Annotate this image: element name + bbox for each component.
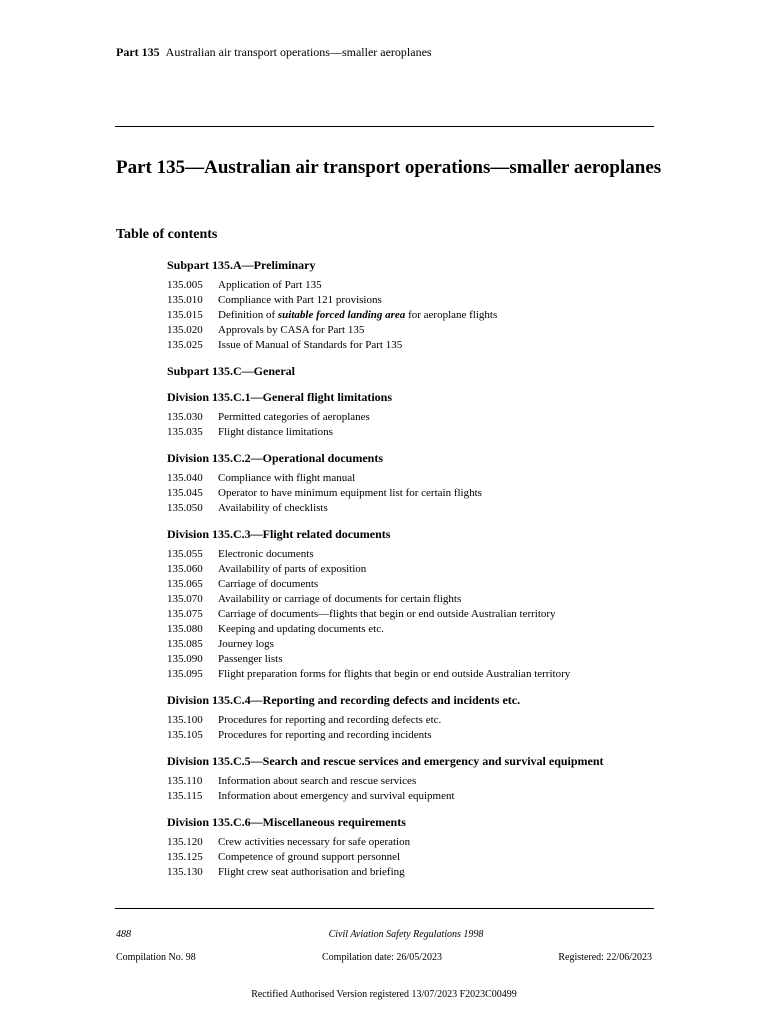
toc-group-title: Division 135.C.1—General flight limitations	[167, 390, 392, 404]
toc-entry[interactable]	[167, 278, 667, 293]
toc-entry-text: Compliance with flight manual	[218, 472, 356, 484]
toc-entry-text: Application of Part 135	[218, 279, 322, 291]
toc-entry-number: 135.025	[167, 339, 203, 351]
toc-entry-text: Flight distance limitations	[218, 426, 333, 438]
toc-entry[interactable]	[167, 293, 667, 308]
running-header	[116, 45, 432, 60]
toc-entry-text: Flight crew seat authorisation and briefing	[218, 866, 405, 878]
toc-entry[interactable]	[167, 652, 667, 667]
toc-group-title: Division 135.C.5—Search and rescue services and emergency and survival equipment	[167, 754, 604, 768]
toc-entry-number: 135.090	[167, 653, 203, 665]
toc-entry-number: 135.005	[167, 279, 203, 291]
toc-group	[167, 364, 667, 379]
toc-entry[interactable]	[167, 486, 667, 501]
toc-entry-text: Competence of ground support personnel	[218, 851, 401, 863]
toc-entry-text-post: for aeroplane flights	[405, 309, 498, 321]
toc-entry[interactable]	[167, 425, 667, 440]
toc-entry-number: 135.115	[167, 790, 203, 802]
toc-entry-text: Keeping and updating documents etc.	[218, 623, 384, 635]
toc-entry-text: Information about emergency and survival equipment	[218, 790, 455, 802]
toc-entry-text: Carriage of documents—flights that begin or end outside Australian territory	[218, 608, 556, 620]
toc-entry-number: 135.080	[167, 623, 203, 635]
toc-entry-number: 135.105	[167, 729, 203, 741]
toc-entry[interactable]	[167, 789, 667, 804]
footer-title: Civil Aviation Safety Regulations 1998	[328, 929, 484, 940]
toc-entry-number: 135.055	[167, 548, 203, 560]
toc-entry-text: Procedures for reporting and recording incidents	[218, 729, 432, 741]
toc-entry-number: 135.130	[167, 866, 203, 878]
toc-group	[167, 390, 667, 440]
toc-entry[interactable]	[167, 607, 667, 622]
toc-entry-number: 135.085	[167, 638, 203, 650]
toc-entry[interactable]	[167, 850, 667, 865]
toc-entry[interactable]	[167, 713, 667, 728]
rectified-notice: Rectified Authorised Version registered 13/07/2023 F2023C00499	[251, 989, 517, 1000]
toc-entry-number: 135.125	[167, 851, 203, 863]
toc-entry-text: Permitted categories of aeroplanes	[218, 411, 370, 423]
toc-group	[167, 815, 667, 880]
toc-entry-text: Journey logs	[218, 638, 274, 650]
toc-entry-text: Flight preparation forms for flights that begin or end outside Australian territory	[218, 668, 571, 680]
toc-entry-number: 135.075	[167, 608, 203, 620]
toc-entry[interactable]	[167, 338, 667, 353]
toc-entry-text: Issue of Manual of Standards for Part 135	[218, 339, 403, 351]
toc-entry[interactable]	[167, 774, 667, 789]
toc-group	[167, 451, 667, 516]
toc-entry-number: 135.100	[167, 714, 203, 726]
toc-entry-number: 135.045	[167, 487, 203, 499]
toc-entry[interactable]	[167, 577, 667, 592]
toc-entry[interactable]	[167, 562, 667, 577]
toc-entry[interactable]	[167, 637, 667, 652]
toc-entry[interactable]	[167, 835, 667, 850]
toc-group-title: Subpart 135.C—General	[167, 364, 296, 378]
toc-entry[interactable]	[167, 471, 667, 486]
toc-entry-text: Information about search and rescue services	[218, 775, 417, 787]
part-title: Part 135—Australian air transport operations—smaller aeroplanes	[116, 157, 662, 178]
table-of-contents	[167, 258, 667, 891]
toc-group-title: Division 135.C.2—Operational documents	[167, 451, 384, 465]
toc-group-title: Subpart 135.A—Preliminary	[167, 258, 316, 272]
toc-entry-number: 135.010	[167, 294, 203, 306]
toc-group	[167, 527, 667, 682]
toc-entry[interactable]	[167, 308, 667, 323]
toc-entry-text: Procedures for reporting and recording defects etc.	[218, 714, 442, 726]
toc-entry-text	[218, 308, 497, 323]
toc-entry[interactable]	[167, 410, 667, 425]
toc-entry-number: 135.060	[167, 563, 203, 575]
toc-entry-number: 135.030	[167, 411, 203, 423]
toc-entry[interactable]	[167, 865, 667, 880]
toc-heading: Table of contents	[116, 227, 218, 242]
toc-entry-number: 135.015	[167, 309, 203, 321]
toc-group	[167, 693, 667, 743]
toc-entry-number: 135.065	[167, 578, 203, 590]
toc-entry-text: Carriage of documents	[218, 578, 319, 590]
toc-entry-text-pre: Definition of	[218, 309, 278, 321]
header-rule	[115, 126, 654, 127]
toc-group-title: Division 135.C.3—Flight related documents	[167, 527, 391, 541]
toc-entry-text: Approvals by CASA for Part 135	[218, 324, 365, 336]
toc-entry[interactable]	[167, 323, 667, 338]
toc-entry-text: Electronic documents	[218, 548, 314, 560]
toc-entry[interactable]	[167, 728, 667, 743]
toc-entry-number: 135.050	[167, 502, 203, 514]
toc-entry-defined-term: suitable forced landing area	[277, 309, 406, 321]
toc-entry[interactable]	[167, 501, 667, 516]
compilation-number: Compilation No. 98	[116, 952, 196, 963]
toc-entry-text: Operator to have minimum equipment list for certain flights	[218, 487, 482, 499]
toc-entry-text: Availability or carriage of documents for certain flights	[218, 593, 462, 605]
toc-entry[interactable]	[167, 547, 667, 562]
running-header-title: Australian air transport operations—smaller aeroplanes	[165, 45, 432, 59]
toc-entry[interactable]	[167, 592, 667, 607]
toc-entry[interactable]	[167, 667, 667, 682]
toc-entry-number: 135.095	[167, 668, 203, 680]
page-number: 488	[116, 929, 131, 940]
toc-entry-number: 135.120	[167, 836, 203, 848]
toc-entry-text: Passenger lists	[218, 653, 283, 665]
toc-group-title: Division 135.C.4—Reporting and recording defects and incidents etc.	[167, 693, 521, 707]
toc-group	[167, 258, 667, 353]
toc-entry-text: Compliance with Part 121 provisions	[218, 294, 382, 306]
toc-entry-text: Crew activities necessary for safe operation	[218, 836, 411, 848]
toc-group	[167, 754, 667, 804]
toc-entry-text: Availability of checklists	[218, 502, 328, 514]
toc-entry-number: 135.070	[167, 593, 203, 605]
toc-entry-number: 135.035	[167, 426, 203, 438]
toc-entry[interactable]	[167, 622, 667, 637]
footer-rule	[115, 908, 654, 909]
compilation-date: Compilation date: 26/05/2023	[322, 952, 442, 963]
running-header-part: Part 135	[116, 45, 160, 59]
toc-entry-number: 135.110	[167, 775, 203, 787]
toc-entry-number: 135.040	[167, 472, 203, 484]
toc-entry-text: Availability of parts of exposition	[218, 563, 367, 575]
toc-group-title: Division 135.C.6—Miscellaneous requirements	[167, 815, 406, 829]
registered-date: Registered: 22/06/2023	[558, 952, 652, 963]
toc-entry-number: 135.020	[167, 324, 203, 336]
